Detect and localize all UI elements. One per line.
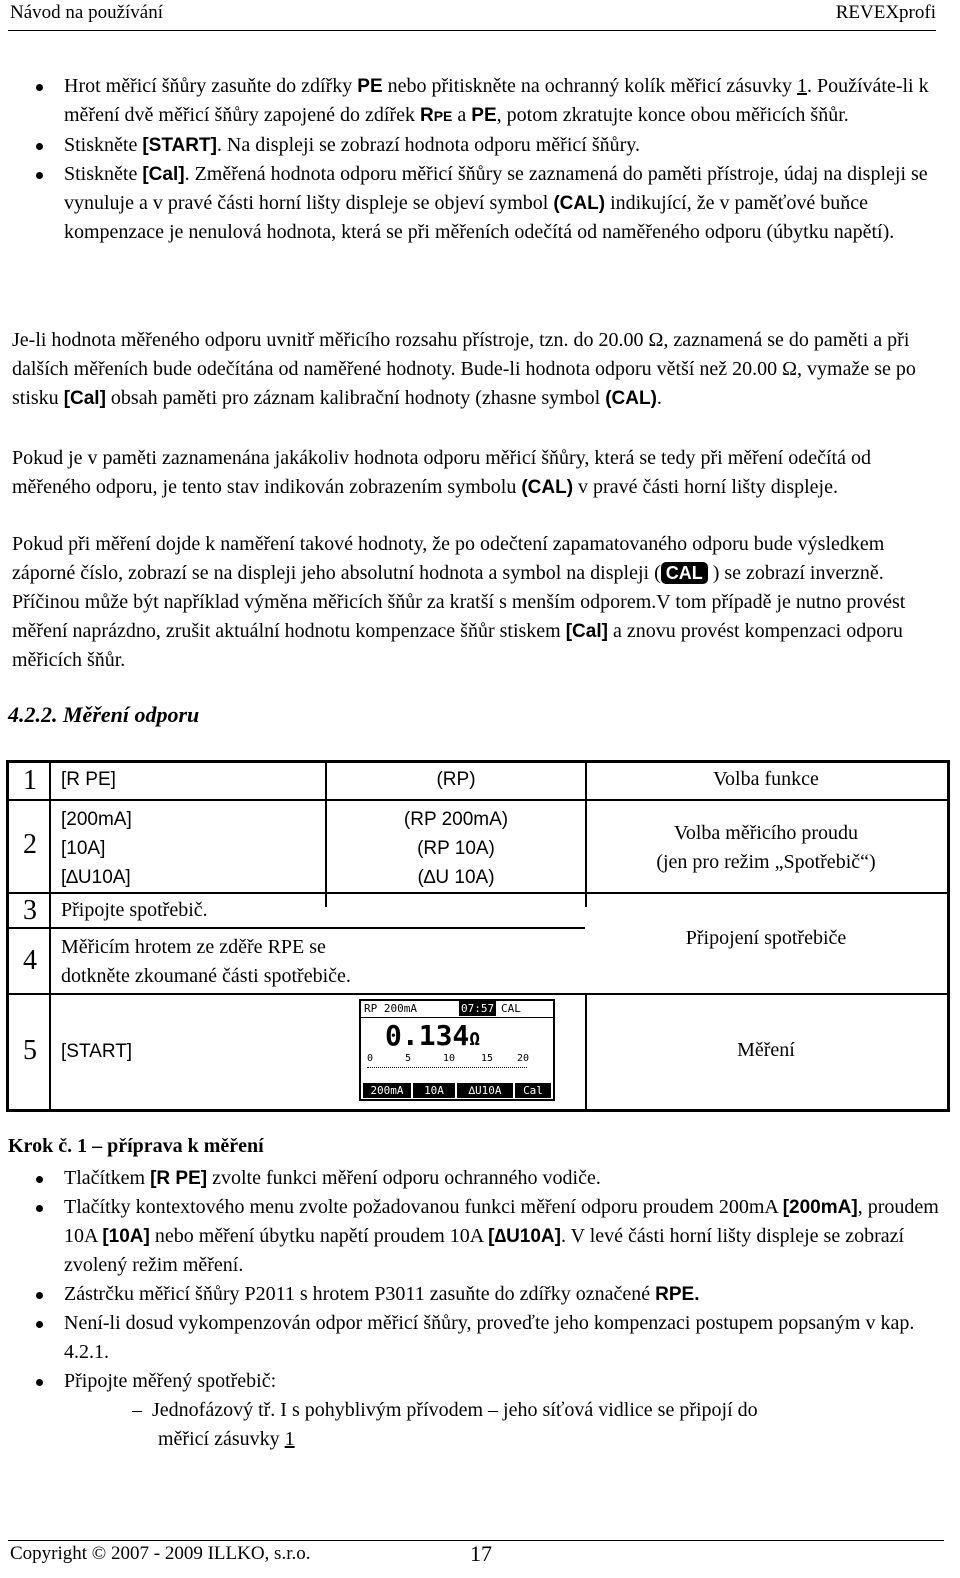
page-number: 17 bbox=[470, 1541, 492, 1566]
key-labels: [200mA] [10A] [∆U10A] bbox=[61, 809, 132, 888]
row-number: 2 bbox=[23, 829, 37, 860]
page-footer bbox=[8, 1540, 944, 1566]
dash-item: – Jednofázový tř. I s pohyblivým přívodem – jeho síťová vidlice se připojí do měřicí zásuvky 1 bbox=[132, 1399, 758, 1450]
row-number: 4 bbox=[23, 945, 37, 976]
list-item: Připojte měřený spotřebič: bbox=[12, 1367, 940, 1396]
paragraph: Je-li hodnota měřeného odporu uvnitř měřicího rozsahu přístroje, tzn. do 20.00 Ω, zaznamená se do paměti a při dalších měřeních bude odečítána od naměřené hodnoty. Bude-li hodnota odporu větší než 20.00 Ω, vymaže se po stisku [Cal] obsah paměti pro záznam kalibrační hodnoty (zhasne symbol (CAL). bbox=[12, 329, 916, 409]
lcd-status-bar: RP 200mA 07:57 CAL bbox=[361, 1001, 553, 1018]
page-header bbox=[8, 2, 936, 31]
step-bullets bbox=[12, 1164, 940, 1454]
row-number: 5 bbox=[23, 1035, 37, 1066]
row-number: 1 bbox=[23, 765, 37, 796]
header-product: REVEXprofi bbox=[835, 2, 936, 23]
header-title: Návod na používání bbox=[10, 2, 164, 23]
section-heading: 4.2.2. Měření odporu bbox=[8, 702, 200, 727]
action-description: Připojení spotřebiče bbox=[685, 927, 847, 949]
copyright: Copyright © 2007 - 2009 ILLKO, s.r.o. bbox=[10, 1543, 311, 1564]
list-item: Tlačítkem [R PE] zvolte funkci měření odporu ochranného vodiče. bbox=[12, 1164, 940, 1193]
lcd-softkeys: 200mA 10A ∆U10A Cal bbox=[363, 1083, 551, 1098]
paragraph: Pokud při měření dojde k naměření takové hodnoty, že po odečtení zapamatovaného odporu bude výsledkem záporné číslo, zobrazí se na displeji jeho absolutní hodnota a symbol na displeji ( CAL ) se zobrazí inverzně. Příčinou může být například výměna měřicích šňůr za kratší s menším odporem.V tom případě je nutno provést měření naprázdno, zrušit aktuální hodnotu kompenzace šňůr stiskem [Cal] a znovu provést kompenzaci odporu měřicích šňůr. bbox=[12, 533, 906, 671]
action-description: Volba funkce bbox=[713, 768, 819, 790]
action-description: Volba měřicího proudu (jen pro režim „Spotřebič“) bbox=[656, 822, 876, 873]
lcd-display bbox=[359, 999, 555, 1101]
paragraph: Pokud je v paměti zaznamenána jakákoliv hodnota odporu měřicí šňůry, která se tedy při měření odečítá od měřeného odporu, je tento stav indikován zobrazením symbolu (CAL) v pravé části horní lišty displeje. bbox=[12, 447, 871, 498]
row-number: 3 bbox=[23, 895, 37, 926]
list-item: Zástrčku měřicí šňůry P2011 s hrotem P3011 zasuňte do zdířky označené RPE. bbox=[12, 1280, 940, 1309]
instruction: Měřicím hrotem ze zděře RPE se dotkněte zkoumané části spotřebiče. bbox=[61, 936, 351, 987]
instruction: Připojte spotřebič. bbox=[61, 899, 208, 921]
key-label: [START] bbox=[61, 1041, 133, 1062]
display-modes: (RP 200mA) (RP 10A) (∆U 10A) bbox=[403, 809, 509, 888]
procedure-table bbox=[6, 760, 950, 1112]
list-item: Není-li dosud vykompenzován odpor měřicí šňůry, proveďte jeho kompenzaci postupem popsaným v kap. 4.2.1. bbox=[12, 1309, 940, 1367]
action-description: Měření bbox=[737, 1039, 795, 1061]
step-title: Krok č. 1 – příprava k měření bbox=[8, 1135, 264, 1157]
list-item: Stiskněte [Cal]. Změřená hodnota odporu měřicí šňůry se zaznamená do paměti přístroje, údaj na displeji se vynuluje a v pravé části horní lišty displeje se objeví symbol (CAL) indikující, že v paměťové buňce kompenzace je nenulová hodnota, která se při měřeních odečítá od naměřeného odporu (úbytku napětí). bbox=[12, 160, 940, 247]
list-item: Stiskněte [START]. Na displeji se zobrazí hodnota odporu měřicí šňůry. bbox=[12, 131, 940, 160]
list-item: Hrot měřicí šňůry zasuňte do zdířky PE nebo přitiskněte na ochranný kolík měřicí zásuvky 1. Používáte-li k měření dvě měřicí šňůry zapojené do zdířek RPE a PE, potom zkratujte konce obou měřicích šňůr. bbox=[12, 72, 940, 131]
cal-symbol-inverted: CAL bbox=[661, 562, 708, 584]
display-mode: (RP) bbox=[436, 769, 476, 790]
lcd-value: 0.134Ω bbox=[385, 1019, 481, 1052]
key-label: [R PE] bbox=[61, 769, 116, 790]
lcd-scale: 0 5 10 15 20 bbox=[367, 1053, 527, 1068]
intro-bullets bbox=[12, 72, 940, 247]
list-item: Tlačítky kontextového menu zvolte požadovanou funkci měření odporu proudem 200mA [200mA], proudem 10A [10A] nebo měření úbytku napětí proudem 10A [∆U10A]. V levé části horní lišty displeje se zobrazí zvolený režim měření. bbox=[12, 1193, 940, 1280]
